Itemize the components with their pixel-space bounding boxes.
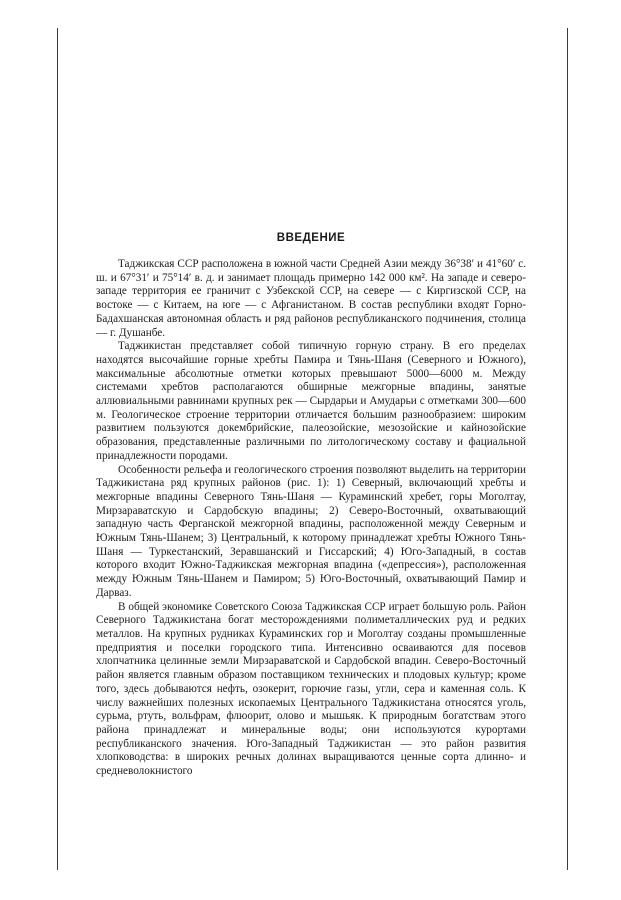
- left-margin-rule: [57, 28, 58, 870]
- paragraph: Таджикистан представляет собой типичную горную страну. В его пределах находятся высочайшие горные хребты Памира и Тянь-Шаня (Северного и Южного), максимальные абсолютные отметки которых превышают 5000—6000 м. Между системами хребтов располагаются обширные межгорные впадины, занятые аллювиальными равнинами крупных рек — Сырдарьи и Амударьи с отметками 300—600 м. Геологическое строение территории отличается большим разнообразием: широким развитием пользуются докембрийские, палеозойские, мезозойские и кайнозойские образования, представленные различными по литологическому составу и фациальной принадлежности породами.: [96, 340, 526, 462]
- right-margin-rule: [567, 28, 568, 870]
- page-title: ВВЕДЕНИЕ: [276, 232, 346, 244]
- paragraph: Таджикская ССР расположена в южной части Средней Азии между 36°38′ и 41°60′ с. ш. и 67°31′ и 75°14′ в. д. и занимает площадь примерно 142 000 км². На западе и северо-западе территория ее граничит с Узбекской ССР, на севере — с Киргизской ССР, на востоке — с Китаем, на юге — с Афганистаном. В состав республики входят Горно-Бадахшанская автономная область и ряд районов республиканского подчинения, столица — г. Душанбе.: [96, 258, 526, 339]
- paragraph: В общей экономике Советского Союза Таджикская ССР играет большую роль. Район Северного Таджикистана богат месторождениями полиметаллических руд и редких металлов. На крупных рудниках Кураминских гор и Моголтау созданы промышленные предприятия и поселки городского типа. Интенсивно осваиваются для посевов хлопчатника целинные земли Мирзараватской и Сардобской впадин. Северо-Восточный район является главным образом поставщиком технических и плодовых культур; кроме того, здесь добываются нефть, озокерит, горючие газы, угли, сера и каменная соль. К числу важнейших полезных ископаемых Центрального Таджикистана относятся уголь, сурьма, ртуть, вольфрам, флюорит, олово и мышьяк. К природным богатствам этого района принадлежат и минеральные воды; они используются курортами республиканского значения. Юго-Западный Таджикистан — это район развития хлопководства: в широких речных долинах выращиваются ценные сорта длинно- и средневолокнистого: [96, 600, 526, 778]
- body-text: [96, 258, 526, 779]
- paragraph: Особенности рельефа и геологического строения позволяют выделить на территории Таджикистана ряд крупных районов (рис. 1): 1) Северный, включающий хребты и межгорные впадины Северного Тянь-Шаня — Кураминский хребет, горы Моголтау, Мирзараватскую и Сардобскую впадины; 2) Северо-Восточный, охватывающий западную часть Ферганской межгорной впадины, расположенной между Северным и Южным Тянь-Шанем; 3) Центральный, к которому принадлежат хребты Южного Тянь-Шаня — Туркестанский, Зеравшанский и Гиссарский; 4) Юго-Западный, в состав которого входит Южно-Таджикская межгорная впадина («депрессия»), расположенная между Южным Тянь-Шанем и Памиром; 5) Юго-Восточный, охватывающий Памир и Дарваз.: [96, 463, 526, 599]
